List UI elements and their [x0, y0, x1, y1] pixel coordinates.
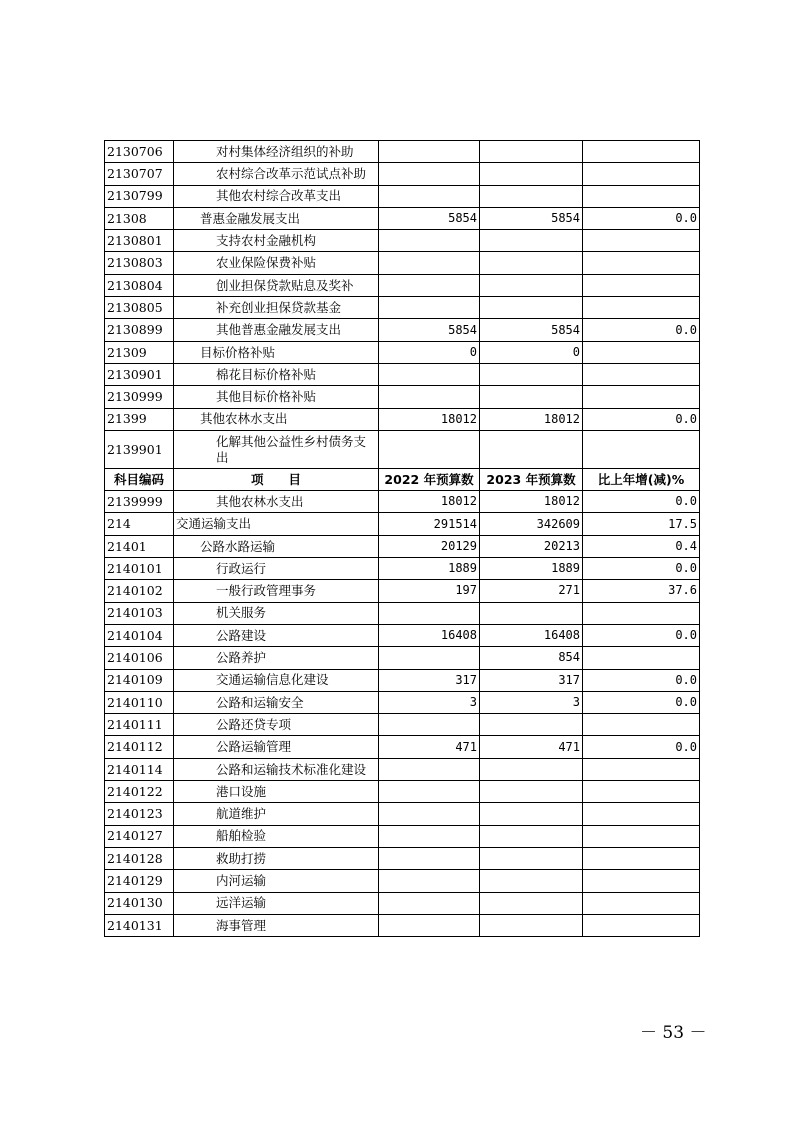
- name-cell: 公路水路运输: [174, 535, 379, 557]
- change-cell: [583, 363, 700, 385]
- budget-2022-cell: 1889: [379, 558, 480, 580]
- code-cell: 2130999: [105, 386, 174, 408]
- budget-2023-cell: 16408: [480, 624, 583, 646]
- change-cell: [583, 386, 700, 408]
- budget-2022-cell: [379, 185, 480, 207]
- name-cell: 支持农村金融机构: [174, 230, 379, 252]
- name-cell: 农业保险保费补贴: [174, 252, 379, 274]
- budget-2023-cell: [480, 230, 583, 252]
- name-cell: 港口设施: [174, 781, 379, 803]
- name-cell: 机关服务: [174, 602, 379, 624]
- header-name: 项 目: [174, 468, 379, 490]
- header-budget-2023: 2023 年预算数: [480, 468, 583, 490]
- code-cell: 2140106: [105, 647, 174, 669]
- code-cell: 2140130: [105, 892, 174, 914]
- code-cell: 2140101: [105, 558, 174, 580]
- table-row: [105, 430, 700, 468]
- budget-2022-cell: [379, 141, 480, 163]
- table-row: [105, 847, 700, 869]
- code-cell: 2139901: [105, 430, 174, 468]
- change-cell: [583, 892, 700, 914]
- budget-2022-cell: [379, 602, 480, 624]
- table-row: [105, 341, 700, 363]
- budget-2023-cell: [480, 430, 583, 468]
- budget-2023-cell: [480, 274, 583, 296]
- table-row: [105, 491, 700, 513]
- budget-2022-cell: 20129: [379, 535, 480, 557]
- change-cell: 0.0: [583, 491, 700, 513]
- table-row: [105, 141, 700, 163]
- table-row: [105, 714, 700, 736]
- table-row: [105, 892, 700, 914]
- budget-2023-cell: [480, 185, 583, 207]
- budget-2022-cell: [379, 714, 480, 736]
- table-row: [105, 580, 700, 602]
- budget-2023-cell: 5854: [480, 319, 583, 341]
- table-row: [105, 758, 700, 780]
- budget-2022-cell: 18012: [379, 491, 480, 513]
- budget-2023-cell: 18012: [480, 491, 583, 513]
- budget-rows-bottom: [105, 491, 700, 937]
- code-cell: 214: [105, 513, 174, 535]
- name-cell: 公路和运输安全: [174, 691, 379, 713]
- table-row: [105, 669, 700, 691]
- code-cell: 2130901: [105, 363, 174, 385]
- table-row: [105, 602, 700, 624]
- header-budget-2022: 2022 年预算数: [379, 468, 480, 490]
- table-row: [105, 825, 700, 847]
- name-cell: 其他普惠金融发展支出: [174, 319, 379, 341]
- name-cell: 其他农林水支出: [174, 408, 379, 430]
- budget-2023-cell: [480, 602, 583, 624]
- change-cell: 17.5: [583, 513, 700, 535]
- budget-2022-cell: 16408: [379, 624, 480, 646]
- change-cell: [583, 341, 700, 363]
- code-cell: 2140122: [105, 781, 174, 803]
- change-cell: 0.0: [583, 736, 700, 758]
- budget-2022-cell: 197: [379, 580, 480, 602]
- budget-2022-cell: 0: [379, 341, 480, 363]
- code-cell: 2130805: [105, 297, 174, 319]
- change-cell: [583, 825, 700, 847]
- code-cell: 2140102: [105, 580, 174, 602]
- name-cell: 内河运输: [174, 870, 379, 892]
- budget-2023-cell: [480, 847, 583, 869]
- budget-table: [104, 140, 700, 937]
- budget-2023-cell: [480, 163, 583, 185]
- budget-2023-cell: [480, 363, 583, 385]
- code-cell: 2130899: [105, 319, 174, 341]
- name-cell: 其他农林水支出: [174, 491, 379, 513]
- name-cell: 创业担保贷款贴息及奖补: [174, 274, 379, 296]
- change-cell: [583, 163, 700, 185]
- table-row: [105, 207, 700, 229]
- budget-2022-cell: [379, 230, 480, 252]
- change-cell: 0.0: [583, 669, 700, 691]
- table-row: [105, 319, 700, 341]
- budget-2023-cell: [480, 297, 583, 319]
- code-cell: 2140114: [105, 758, 174, 780]
- budget-2022-cell: 291514: [379, 513, 480, 535]
- change-cell: [583, 914, 700, 936]
- budget-2023-cell: 342609: [480, 513, 583, 535]
- budget-2022-cell: [379, 758, 480, 780]
- change-cell: [583, 252, 700, 274]
- code-cell: 2130707: [105, 163, 174, 185]
- change-cell: 0.0: [583, 207, 700, 229]
- budget-2022-cell: [379, 386, 480, 408]
- table-row: [105, 624, 700, 646]
- change-cell: 37.6: [583, 580, 700, 602]
- name-cell: 棉花目标价格补贴: [174, 363, 379, 385]
- change-cell: 0.0: [583, 624, 700, 646]
- change-cell: [583, 602, 700, 624]
- budget-2023-cell: [480, 781, 583, 803]
- table-row: [105, 647, 700, 669]
- budget-2023-cell: 18012: [480, 408, 583, 430]
- change-cell: [583, 781, 700, 803]
- budget-2022-cell: [379, 297, 480, 319]
- name-cell: 行政运行: [174, 558, 379, 580]
- change-cell: [583, 758, 700, 780]
- budget-2022-cell: [379, 274, 480, 296]
- budget-2023-cell: [480, 870, 583, 892]
- code-cell: 2130803: [105, 252, 174, 274]
- table-row: [105, 558, 700, 580]
- name-cell: 公路养护: [174, 647, 379, 669]
- budget-2023-cell: 854: [480, 647, 583, 669]
- name-cell: 对村集体经济组织的补助: [174, 141, 379, 163]
- name-cell: 公路和运输技术标准化建设: [174, 758, 379, 780]
- table-row: [105, 386, 700, 408]
- budget-2022-cell: [379, 870, 480, 892]
- change-cell: 0.0: [583, 319, 700, 341]
- budget-2022-cell: [379, 803, 480, 825]
- budget-rows-top: [105, 141, 700, 469]
- budget-2023-cell: 5854: [480, 207, 583, 229]
- table-row: [105, 297, 700, 319]
- budget-2022-cell: [379, 914, 480, 936]
- page-number: － 53 －: [640, 1023, 707, 1043]
- budget-2022-cell: [379, 647, 480, 669]
- table-row: [105, 363, 700, 385]
- code-cell: 2140110: [105, 691, 174, 713]
- name-cell: 救助打捞: [174, 847, 379, 869]
- name-cell: 公路运输管理: [174, 736, 379, 758]
- change-cell: [583, 803, 700, 825]
- change-cell: 0.0: [583, 691, 700, 713]
- budget-2022-cell: [379, 892, 480, 914]
- budget-2023-cell: 471: [480, 736, 583, 758]
- budget-2022-cell: [379, 847, 480, 869]
- name-cell: 补充创业担保贷款基金: [174, 297, 379, 319]
- code-cell: 2130801: [105, 230, 174, 252]
- name-cell: 其他目标价格补贴: [174, 386, 379, 408]
- header-row: [105, 468, 700, 490]
- budget-2022-cell: 3: [379, 691, 480, 713]
- code-cell: 2130706: [105, 141, 174, 163]
- budget-2022-cell: [379, 363, 480, 385]
- change-cell: 0.4: [583, 535, 700, 557]
- table-row: [105, 736, 700, 758]
- budget-2022-cell: 5854: [379, 319, 480, 341]
- table-row: [105, 781, 700, 803]
- code-cell: 2130804: [105, 274, 174, 296]
- code-cell: 2139999: [105, 491, 174, 513]
- table-row: [105, 691, 700, 713]
- code-cell: 2140123: [105, 803, 174, 825]
- budget-2022-cell: 471: [379, 736, 480, 758]
- change-cell: [583, 141, 700, 163]
- code-cell: 2140112: [105, 736, 174, 758]
- code-cell: 2140111: [105, 714, 174, 736]
- budget-2023-cell: 3: [480, 691, 583, 713]
- budget-2023-cell: 317: [480, 669, 583, 691]
- change-cell: 0.0: [583, 558, 700, 580]
- code-cell: 2140109: [105, 669, 174, 691]
- code-cell: 2140103: [105, 602, 174, 624]
- budget-2023-cell: [480, 758, 583, 780]
- name-cell: 目标价格补贴: [174, 341, 379, 363]
- change-cell: [583, 185, 700, 207]
- table-row: [105, 185, 700, 207]
- change-cell: [583, 230, 700, 252]
- code-cell: 2140131: [105, 914, 174, 936]
- table-row: [105, 252, 700, 274]
- code-cell: 21399: [105, 408, 174, 430]
- table-row: [105, 163, 700, 185]
- budget-2022-cell: [379, 163, 480, 185]
- change-cell: 0.0: [583, 408, 700, 430]
- name-cell: 船舶检验: [174, 825, 379, 847]
- name-cell: 交通运输支出: [174, 513, 379, 535]
- change-cell: [583, 297, 700, 319]
- change-cell: [583, 714, 700, 736]
- name-cell: 农村综合改革示范试点补助: [174, 163, 379, 185]
- change-cell: [583, 870, 700, 892]
- code-cell: 2140128: [105, 847, 174, 869]
- name-cell: 其他农村综合改革支出: [174, 185, 379, 207]
- code-cell: 21401: [105, 535, 174, 557]
- name-cell: 海事管理: [174, 914, 379, 936]
- budget-2022-cell: [379, 430, 480, 468]
- table-row: [105, 870, 700, 892]
- table-row: [105, 513, 700, 535]
- table-row: [105, 408, 700, 430]
- code-cell: 2140104: [105, 624, 174, 646]
- budget-2023-cell: [480, 714, 583, 736]
- name-cell: 化解其他公益性乡村债务支出: [174, 430, 379, 468]
- table-header: [105, 468, 700, 490]
- budget-2023-cell: [480, 914, 583, 936]
- budget-2023-cell: 271: [480, 580, 583, 602]
- name-cell: 普惠金融发展支出: [174, 207, 379, 229]
- name-cell: 远洋运输: [174, 892, 379, 914]
- change-cell: [583, 430, 700, 468]
- change-cell: [583, 847, 700, 869]
- table-row: [105, 914, 700, 936]
- budget-2023-cell: [480, 141, 583, 163]
- change-cell: [583, 274, 700, 296]
- budget-2022-cell: 317: [379, 669, 480, 691]
- budget-2022-cell: [379, 825, 480, 847]
- budget-2022-cell: 18012: [379, 408, 480, 430]
- table-row: [105, 274, 700, 296]
- code-cell: 21309: [105, 341, 174, 363]
- code-cell: 21308: [105, 207, 174, 229]
- budget-2023-cell: [480, 825, 583, 847]
- code-cell: 2130799: [105, 185, 174, 207]
- header-code: 科目编码: [105, 468, 174, 490]
- budget-2023-cell: 1889: [480, 558, 583, 580]
- table-row: [105, 535, 700, 557]
- budget-2023-cell: 20213: [480, 535, 583, 557]
- budget-2023-cell: [480, 892, 583, 914]
- budget-2022-cell: [379, 781, 480, 803]
- name-cell: 交通运输信息化建设: [174, 669, 379, 691]
- code-cell: 2140129: [105, 870, 174, 892]
- name-cell: 一般行政管理事务: [174, 580, 379, 602]
- name-cell: 航道维护: [174, 803, 379, 825]
- budget-2022-cell: [379, 252, 480, 274]
- name-cell: 公路建设: [174, 624, 379, 646]
- budget-2023-cell: [480, 386, 583, 408]
- budget-2023-cell: 0: [480, 341, 583, 363]
- header-change: 比上年增(减)%: [583, 468, 700, 490]
- code-cell: 2140127: [105, 825, 174, 847]
- budget-2023-cell: [480, 252, 583, 274]
- table-row: [105, 803, 700, 825]
- budget-2023-cell: [480, 803, 583, 825]
- name-cell: 公路还贷专项: [174, 714, 379, 736]
- budget-2022-cell: 5854: [379, 207, 480, 229]
- change-cell: [583, 647, 700, 669]
- table-row: [105, 230, 700, 252]
